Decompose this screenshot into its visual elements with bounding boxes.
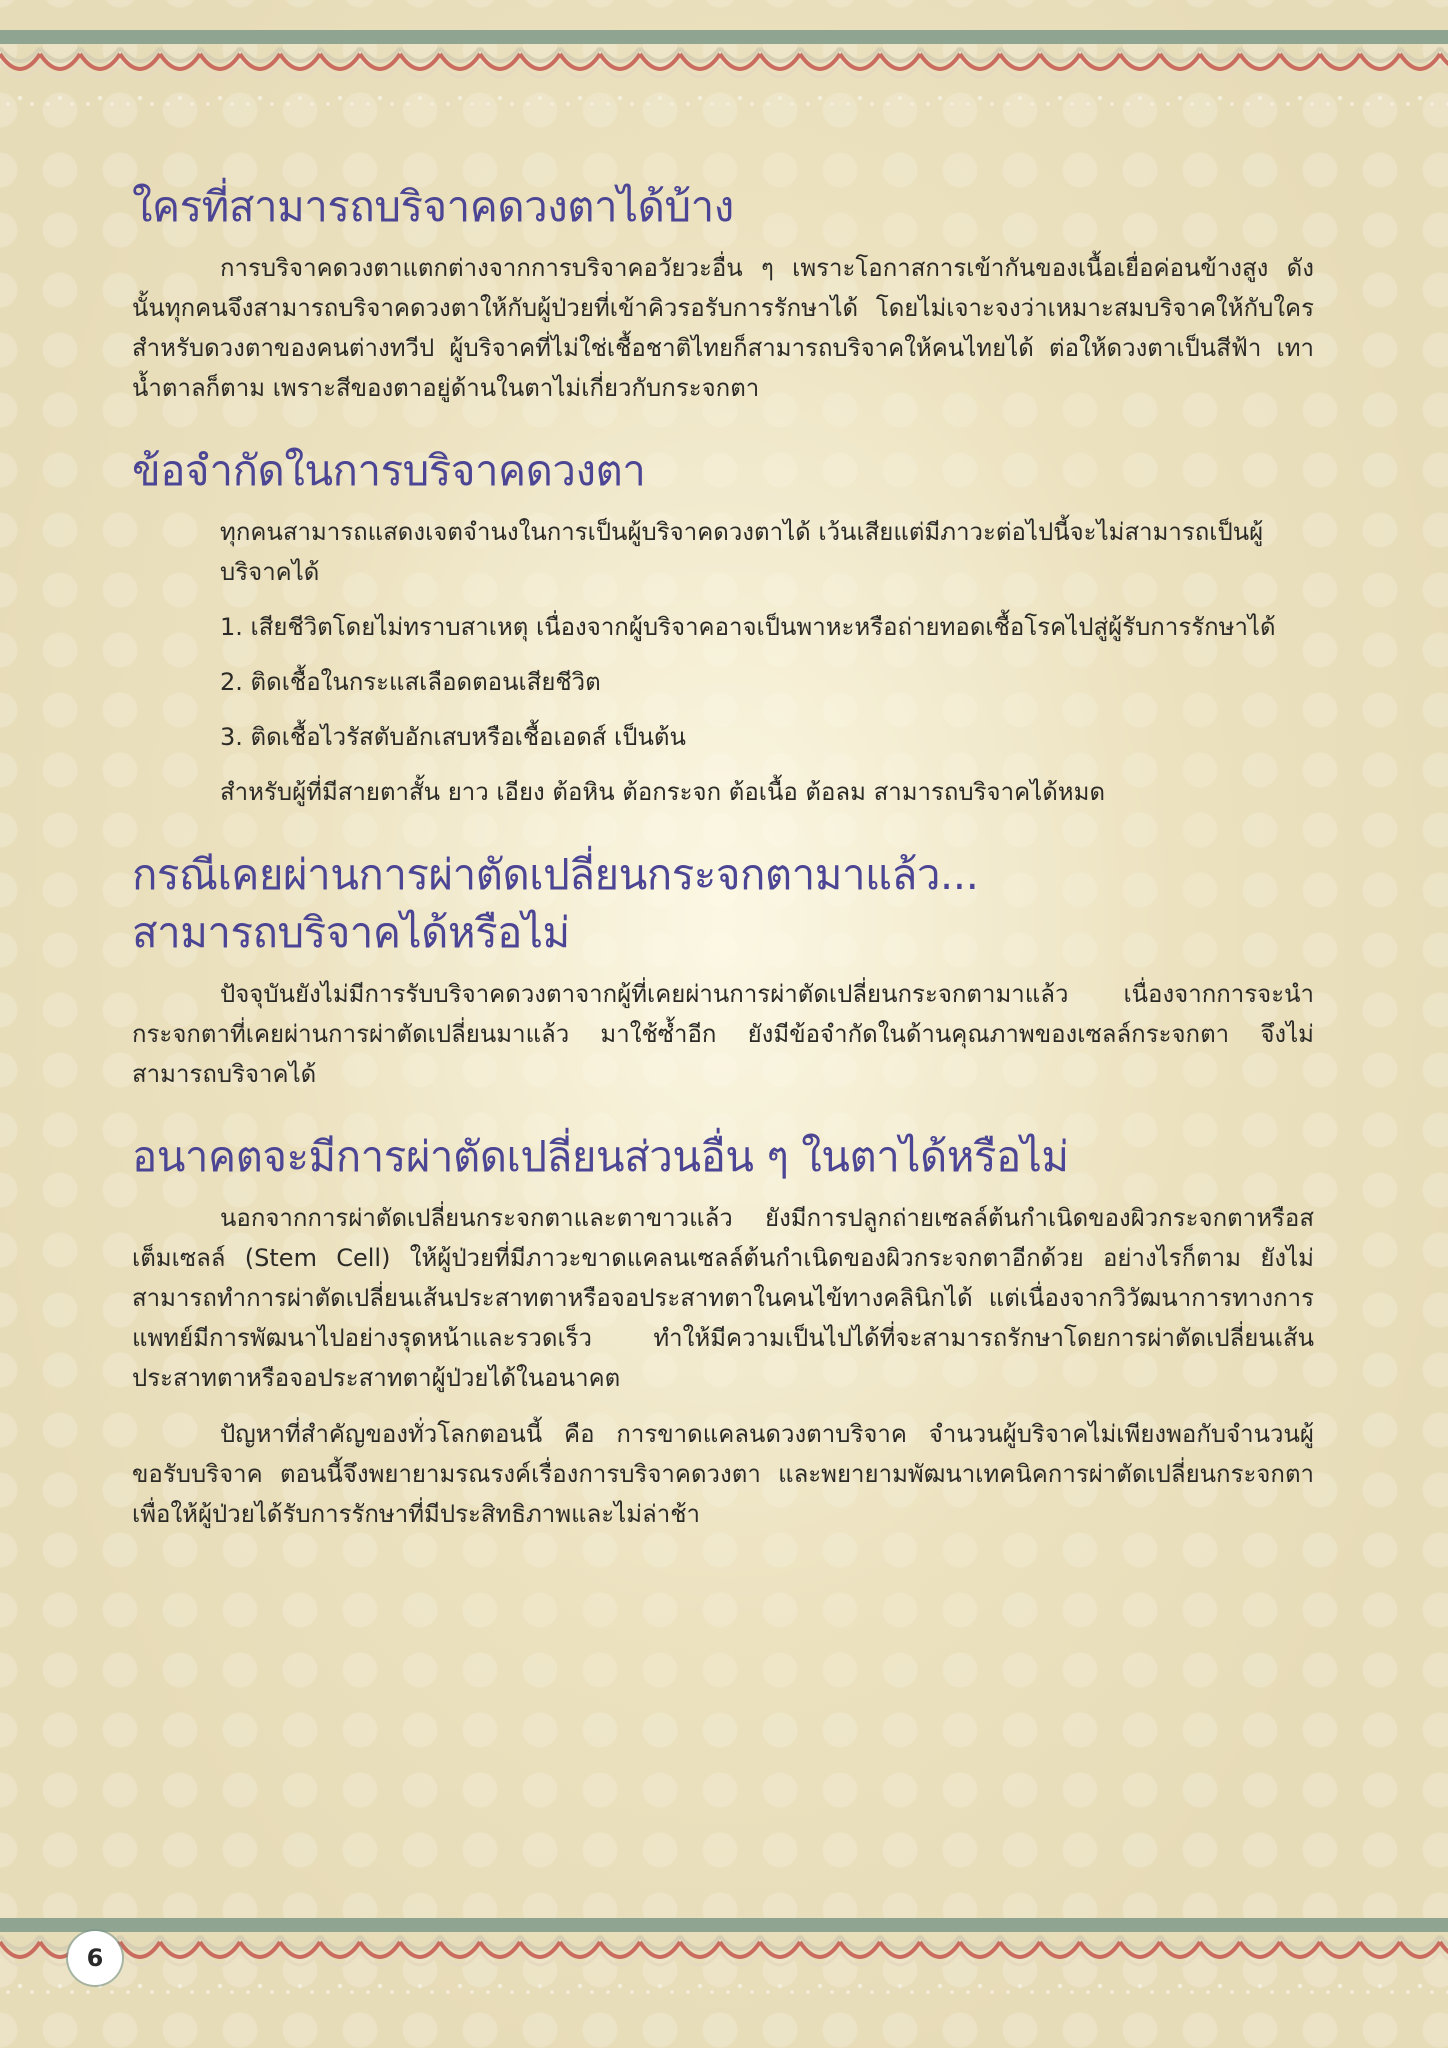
section-future-transplants [132, 1128, 1314, 1534]
section-paragraph: นอกจากการผ่าตัดเปลี่ยนกระจกตาและตาขาวแล้ว ยังมีการปลูกถ่ายเซลล์ต้นกำเนิดของผิวกระจกตาหรือสเต็มเซลล์ (Stem Cell) ให้ผู้ป่วยที่มีภาวะขาดแคลนเซลล์ต้นกำเนิดของผิวกระจกตาอีกด้วย อย่างไรก็ตาม ยังไม่สามารถทำการผ่าตัดเปลี่ยนเส้นประสาทตาหรือจอประสาทตาในคนไข้ทางคลินิกได้ แต่เนื่องจากวิวัฒนาการทางการแพทย์มีการพัฒนาไปอย่างรุดหน้าและรวดเร็ว ทำให้มีความเป็นไปได้ที่จะสามารถรักษาโดยการผ่าตัดเปลี่ยนเส้นประสาทตาหรือจอประสาทตาผู้ป่วยได้ในอนาคต [132, 1204, 1314, 1392]
section-paragraph: ปัญหาที่สำคัญของทั่วโลกตอนนี้ คือ การขาดแคลนดวงตาบริจาค จำนวนผู้บริจาคไม่เพียงพอกับจำนวนผู้ขอรับบริจาค ตอนนี้จึงพยายามรณรงค์เรื่องการบริจาคดวงตา และพยายามพัฒนาเทคนิคการผ่าตัดเปลี่ยนกระจกตา เพื่อให้ผู้ป่วยได้รับการรักษาที่มีประสิทธิภาพและไม่ล่าช้า [132, 1420, 1314, 1528]
section-previous-transplant [132, 846, 1314, 1094]
section-heading: ใครที่สามารถบริจาคดวงตาได้บ้าง [132, 182, 734, 231]
section-who-can-donate [132, 178, 1314, 408]
list-item: 1. เสียชีวิตโดยไม่ทราบสาเหตุ เนื่องจากผู้บริจาคอาจเป็นพาหะหรือถ่ายทอดเชื้อโรคไปสู่ผู้รับการรักษาได้ [220, 613, 1276, 641]
section-paragraph: ปัจจุบันยังไม่มีการรับบริจาคดวงตาจากผู้ที่เคยผ่านการผ่าตัดเปลี่ยนกระจกตามาแล้ว เนื่องจากการจะนำกระจกตาที่เคยผ่านการผ่าตัดเปลี่ยนมาแล้ว มาใช้ซ้ำอีก ยังมีข้อจำกัดในด้านคุณภาพของเซลล์กระจกตา จึงไม่สามารถบริจาคได้ [132, 980, 1314, 1088]
heading-line: กรณีเคยผ่านการผ่าตัดเปลี่ยนกระจกตามาแล้ว... [132, 850, 979, 899]
heading-line: สามารถบริจาคได้หรือไม่ [132, 908, 570, 957]
section-intro: ทุกคนสามารถแสดงเจตจำนงในการเป็นผู้บริจาคดวงตาได้ เว้นเสียแต่มีภาวะต่อไปนี้จะไม่สามารถเป็นผู้บริจาคได้ [220, 518, 1264, 586]
top-decorative-border [0, 30, 1448, 122]
bottom-decorative-border [0, 1918, 1448, 2010]
main-content [132, 178, 1314, 1568]
page-number: 6 [68, 1931, 122, 1985]
list-item: 3. ติดเชื้อไวรัสตับอักเสบหรือเชื้อเอดส์ เป็นต้น [220, 723, 686, 751]
section-donation-limitations [132, 442, 1314, 812]
section-heading [132, 846, 1314, 962]
list-item: 2. ติดเชื้อในกระแสเลือดตอนเสียชีวิต [220, 668, 601, 696]
section-paragraph: การบริจาคดวงตาแตกต่างจากการบริจาคอวัยวะอื่น ๆ เพราะโอกาสการเข้ากันของเนื้อเยื่อค่อนข้างสูง ดังนั้นทุกคนจึงสามารถบริจาคดวงตาให้กับผู้ป่วยที่เข้าคิวรอรับการรักษาได้ โดยไม่เจาะจงว่าเหมาะสมบริจาคให้กับใคร สำหรับดวงตาของคนต่างทวีป ผู้บริจาคที่ไม่ใช่เชื้อชาติไทยก็สามารถบริจาคให้คนไทยได้ ต่อให้ดวงตาเป็นสีฟ้า เทา น้ำตาลก็ตาม เพราะสีของตาอยู่ด้านในตาไม่เกี่ยวกับกระจกตา [132, 254, 1314, 402]
section-outro: สำหรับผู้ที่มีสายตาสั้น ยาว เอียง ต้อหิน ต้อกระจก ต้อเนื้อ ต้อลม สามารถบริจาคได้หมด [220, 778, 1106, 806]
section-heading: ข้อจำกัดในการบริจาคดวงตา [132, 446, 646, 495]
section-heading: อนาคตจะมีการผ่าตัดเปลี่ยนส่วนอื่น ๆ ในตาได้หรือไม่ [132, 1132, 1069, 1181]
